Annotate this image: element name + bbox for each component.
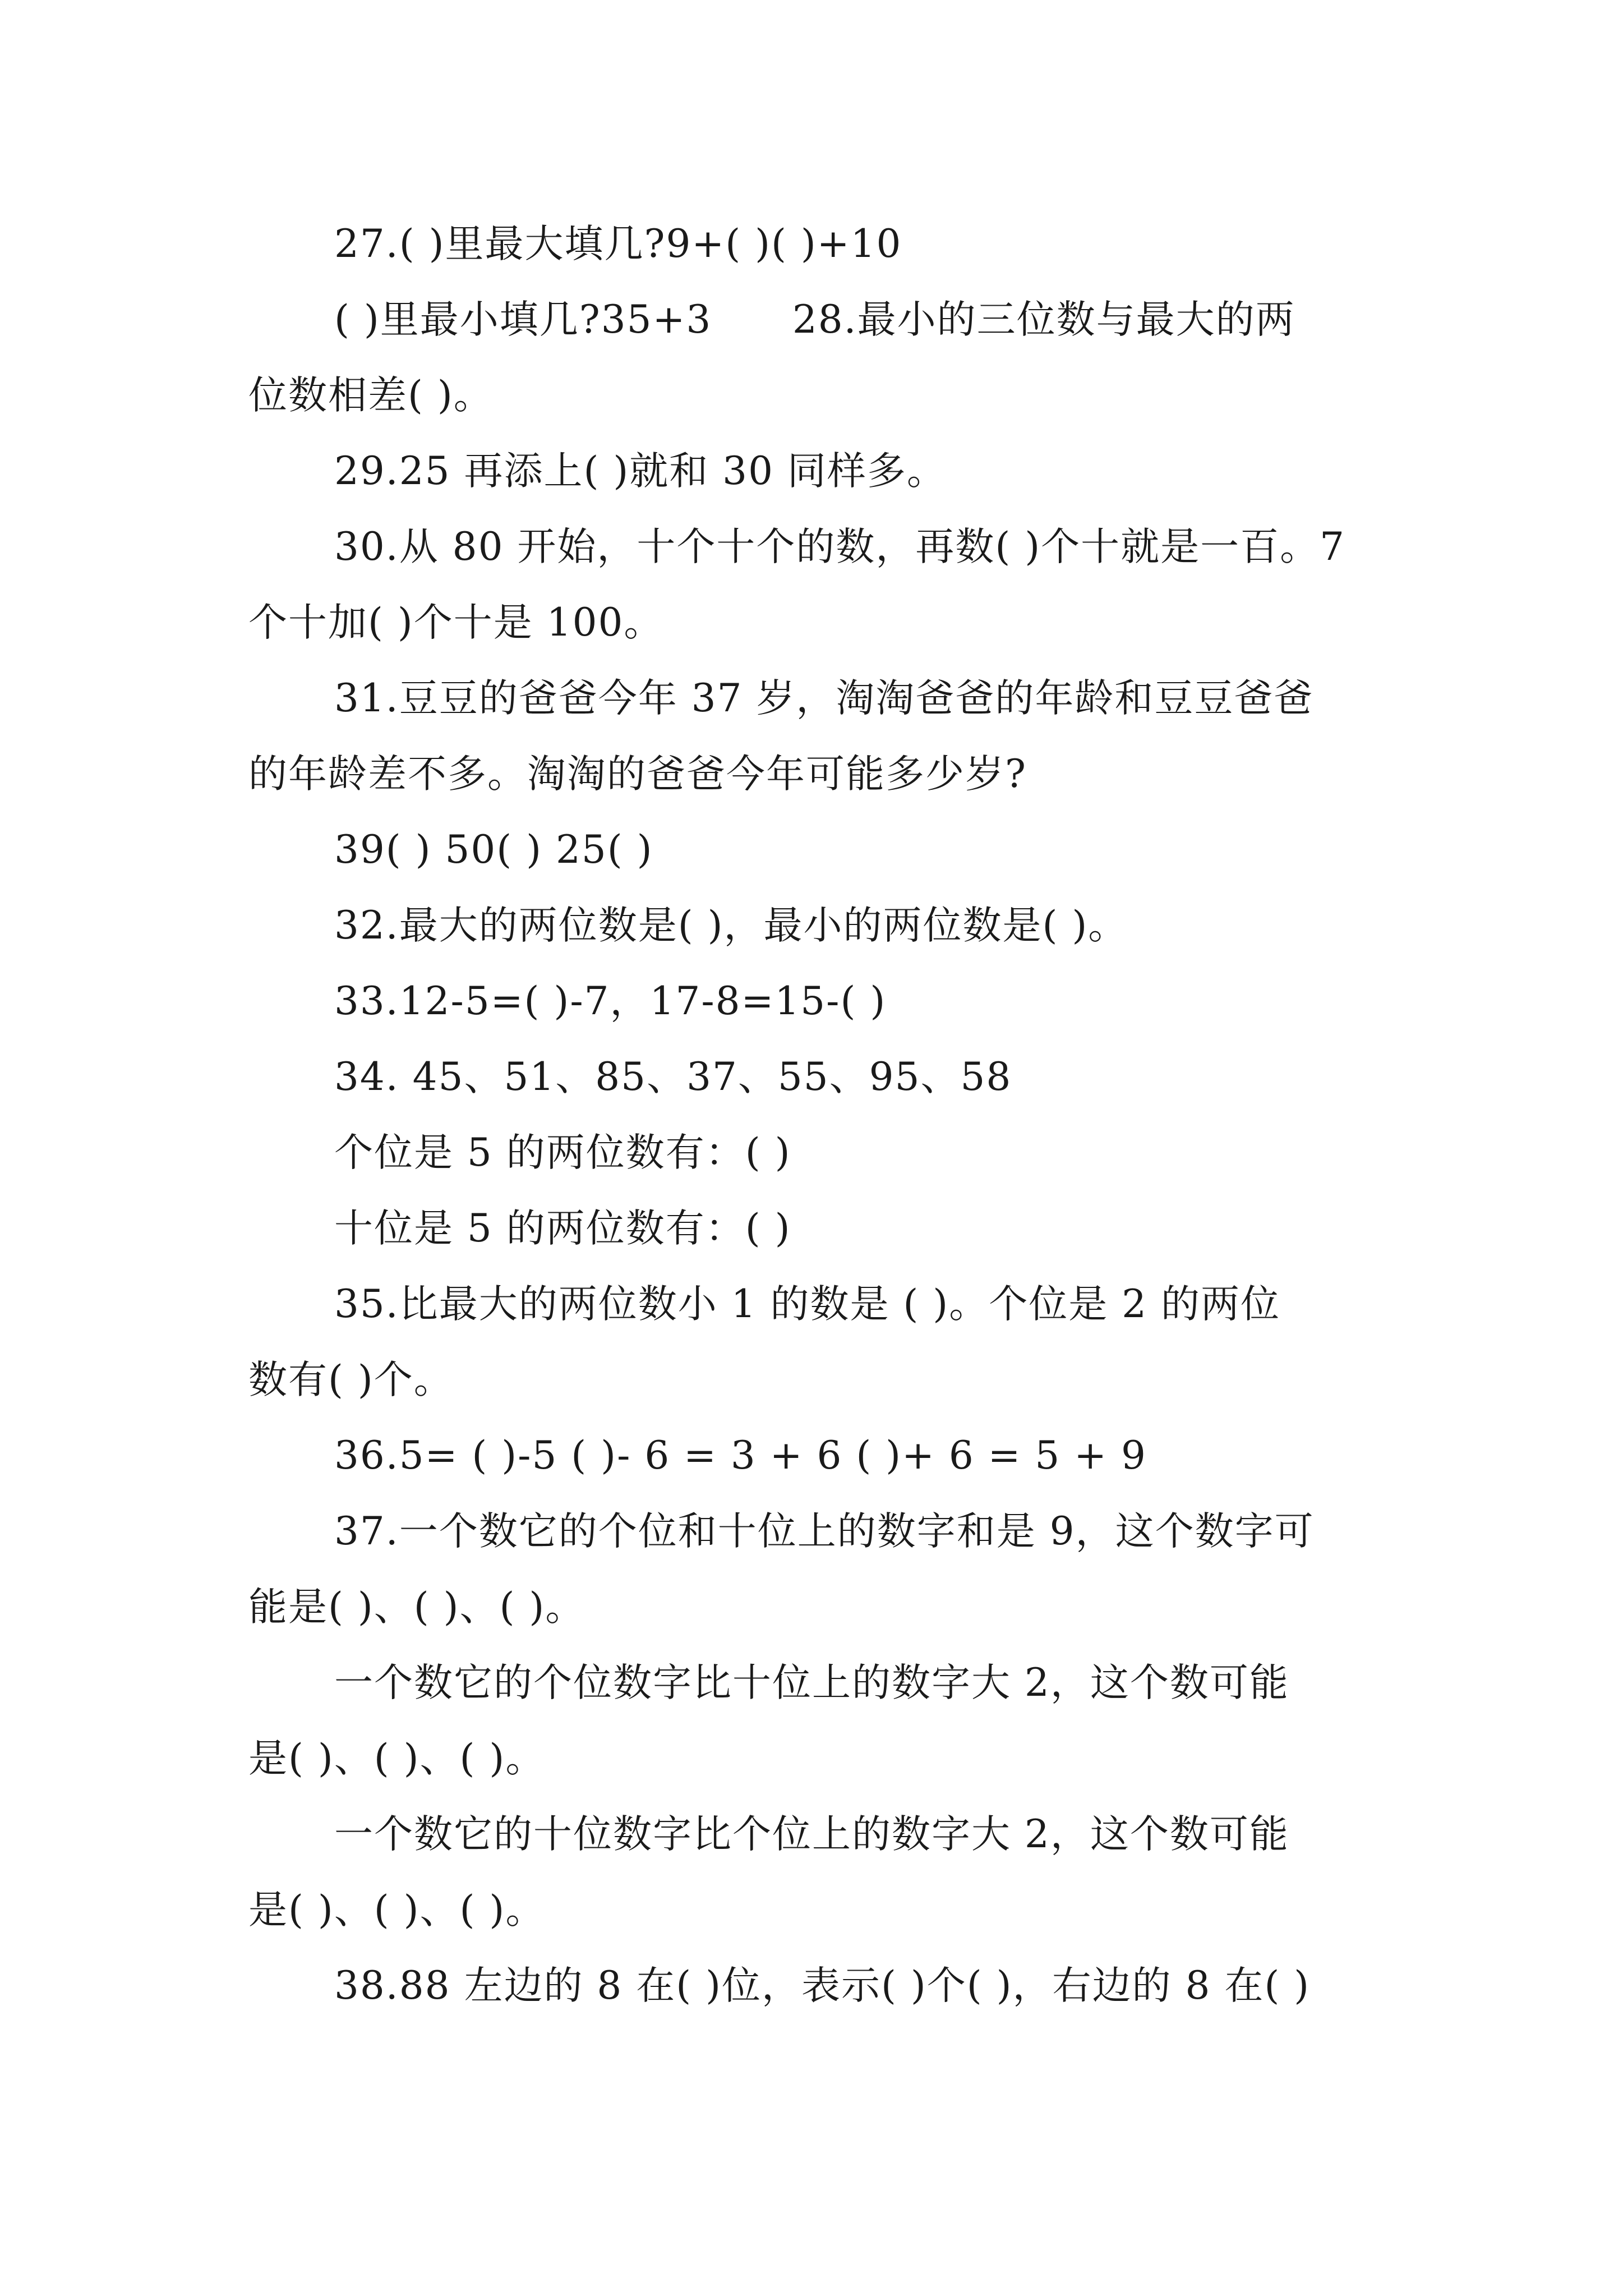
question-38-line: 38.88 左边的 8 在( )位，表示( )个( )，右边的 8 在( ) [334, 1963, 1311, 2008]
question-33-line: 33.12-5=( )-7，17-8=15-( ) [334, 979, 887, 1024]
question-35-line: 35.比最大的两位数小 1 的数是 ( )。个位是 2 的两位 [334, 1282, 1280, 1327]
question-31-line: 31.豆豆的爸爸今年 37 岁，淘淘爸爸的年龄和豆豆爸爸 [334, 676, 1314, 721]
question-31-continued: 的年龄差不多。淘淘的爸爸今年可能多少岁? [248, 752, 1027, 797]
question-37-part-3: 一个数它的十位数字比个位上的数字大 2，这个数可能 [334, 1812, 1289, 1857]
question-27-28-line: ( )里最小填几?35+3 28.最小的三位数与最大的两 [334, 297, 1295, 342]
question-31-options: 39( ) 50( ) 25( ) [334, 827, 653, 872]
question-37-line: 37.一个数它的个位和十位上的数字和是 9，这个数字可 [334, 1509, 1315, 1554]
question-34-line: 34. 45、51、85、37、55、95、58 [334, 1055, 1012, 1099]
question-28-continued: 位数相差( )。 [248, 373, 494, 418]
question-37-part-2: 一个数它的个位数字比十位上的数字大 2，这个数可能 [334, 1660, 1289, 1705]
question-32-line: 32.最大的两位数是( )，最小的两位数是( )。 [334, 903, 1128, 948]
question-29-line: 29.25 再添上( )就和 30 同样多。 [334, 449, 947, 494]
question-30-line: 30.从 80 开始，十个十个的数，再数( )个十就是一百。7 [334, 524, 1346, 569]
question-37-part-2-answers: 是( )、( )、( )。 [248, 1736, 546, 1781]
question-30-continued: 个十加( )个十是 100。 [248, 600, 664, 645]
question-27-line: 27.( )里最大填几?9+( )( )+10 [334, 222, 902, 266]
question-35-continued: 数有( )个。 [248, 1358, 454, 1402]
question-37-continued: 能是( )、( )、( )。 [248, 1585, 585, 1630]
question-34-tens-digit: 十位是 5 的两位数有：( ) [334, 1206, 791, 1251]
question-37-part-3-answers: 是( )、( )、( )。 [248, 1888, 546, 1932]
question-36-line: 36.5= ( )-5 ( )- 6 = 3 + 6 ( )+ 6 = 5 + 9 [334, 1433, 1147, 1478]
question-34-ones-digit: 个位是 5 的两位数有：( ) [334, 1130, 791, 1175]
